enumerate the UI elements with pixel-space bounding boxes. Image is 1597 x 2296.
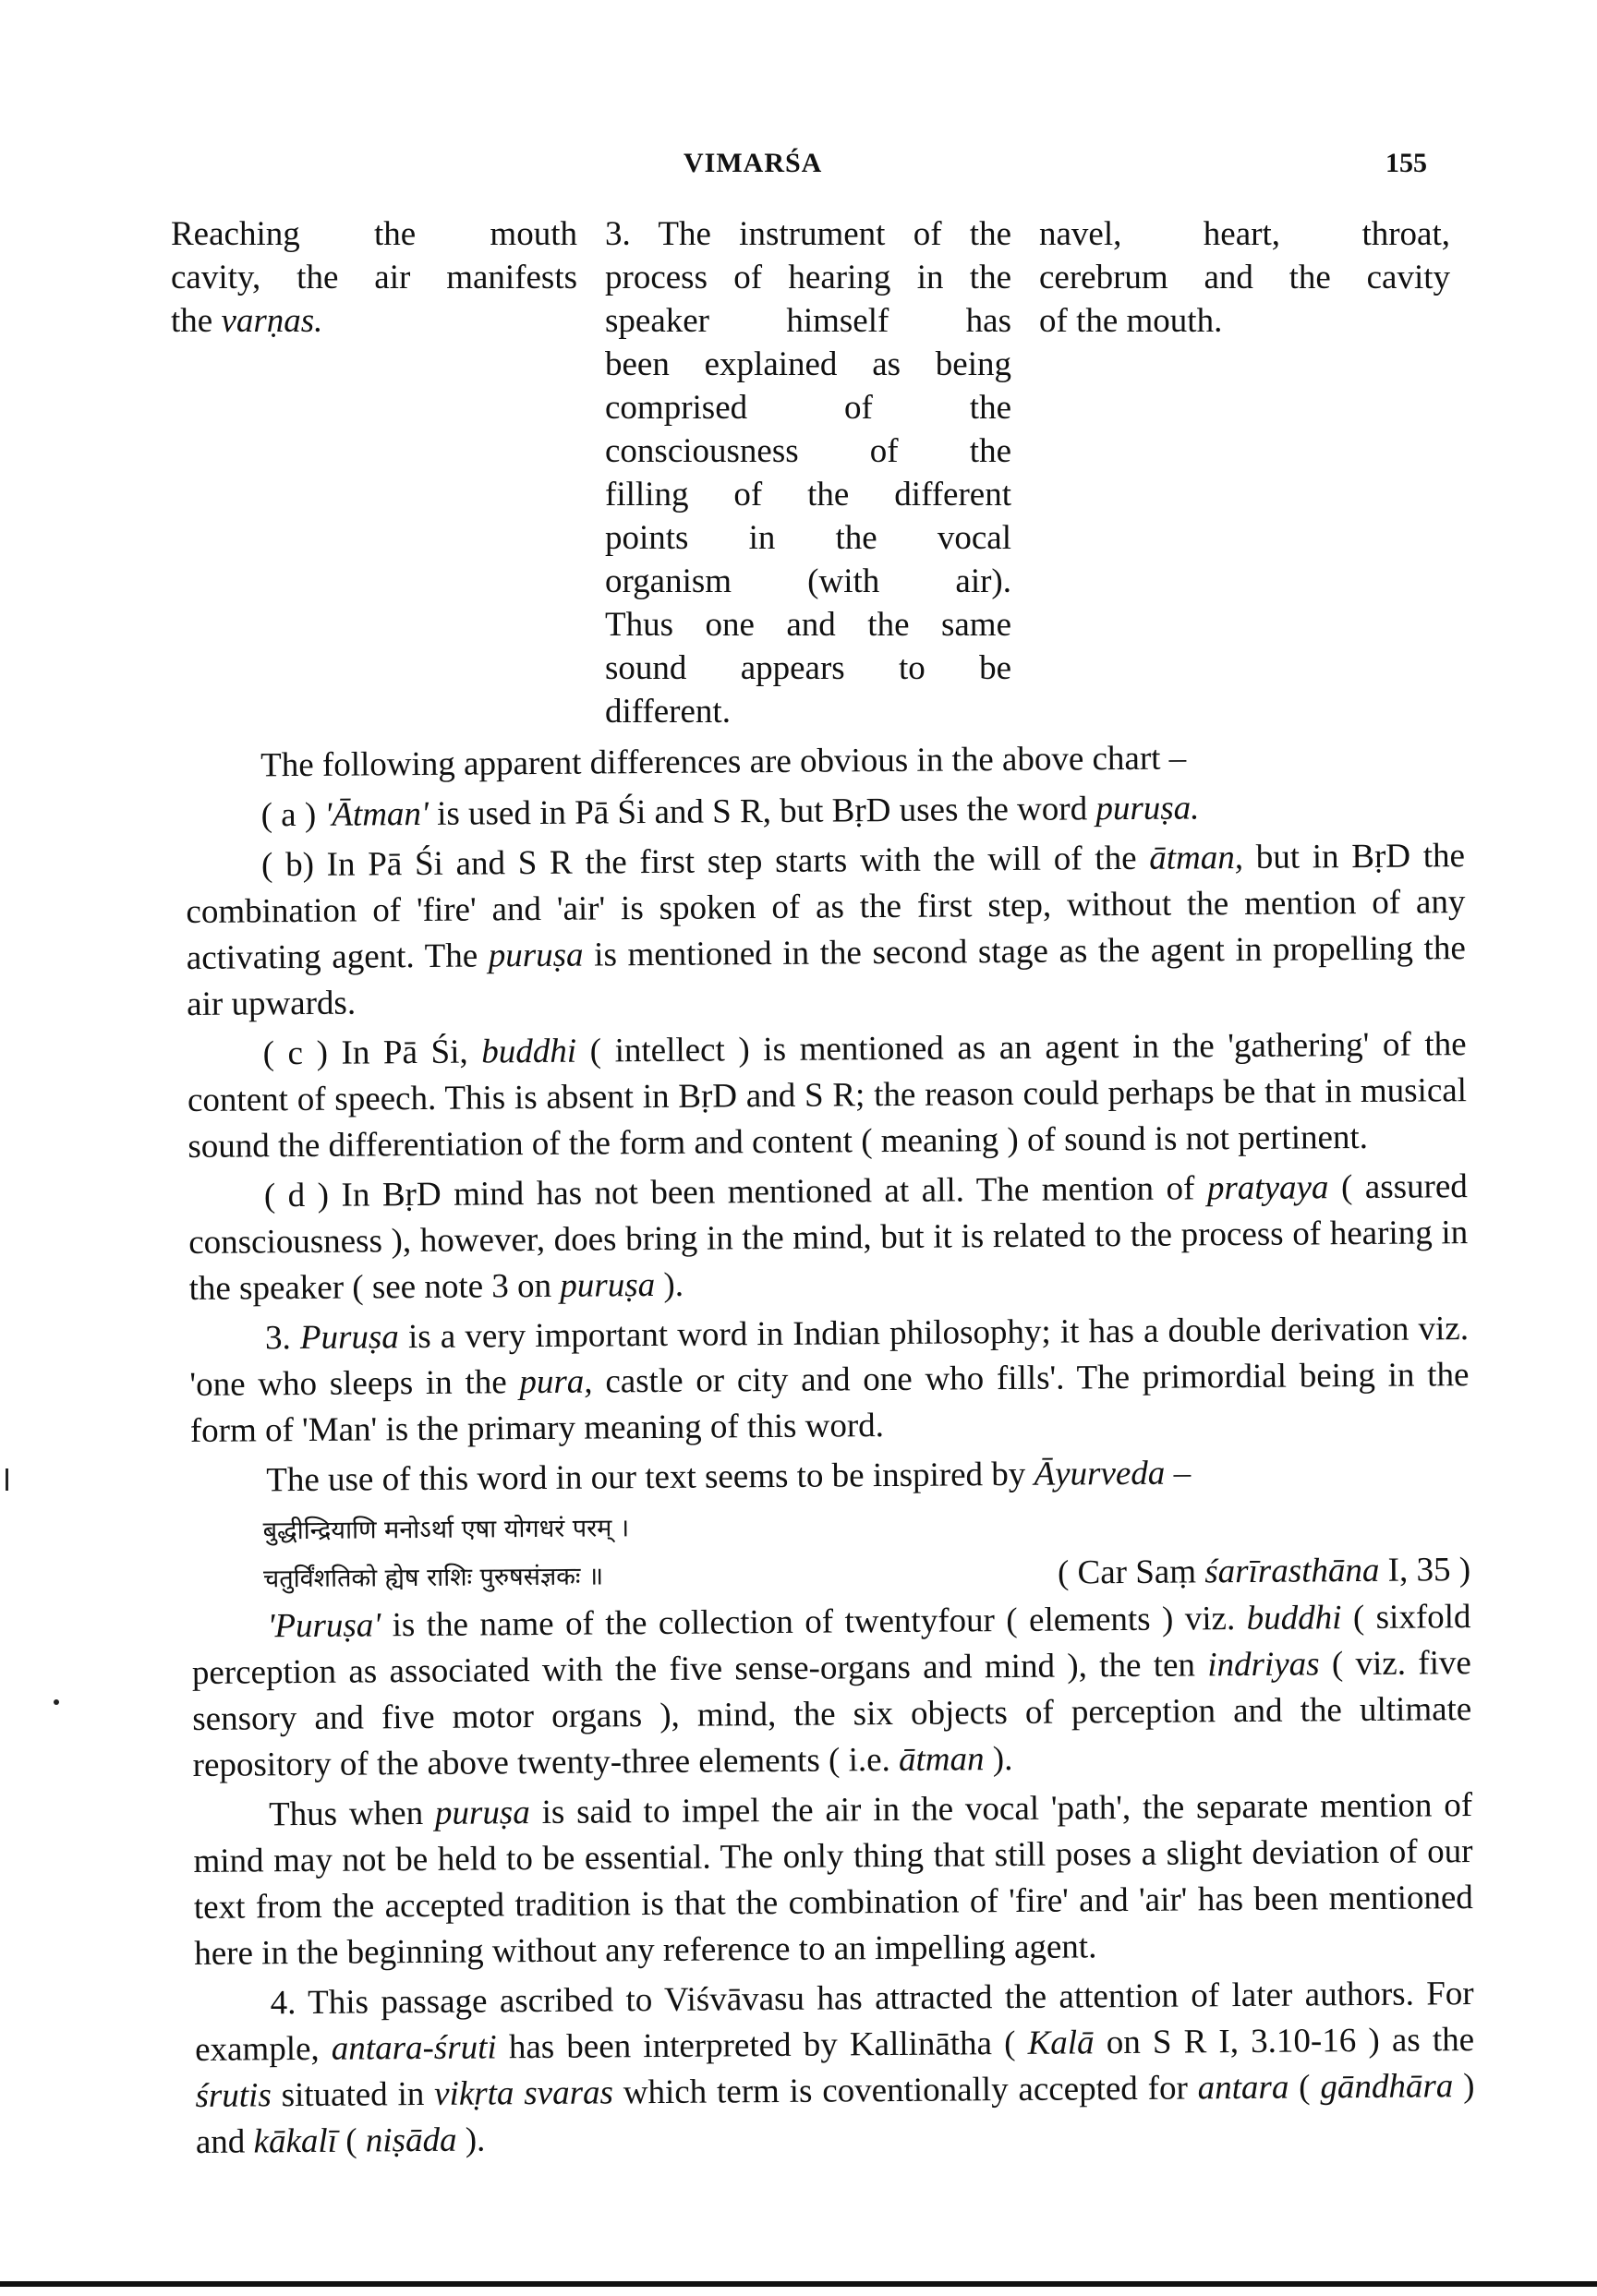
margin-dot bbox=[54, 1699, 59, 1705]
page-number: 155 bbox=[1385, 148, 1427, 178]
verse-line: बुद्धीन्द्रियाणि मनोऽर्था एषा योगधरं परम् । bbox=[262, 1514, 630, 1546]
paragraph: ( b) In Pā Śi and S R the first step starts with the will of the ātman, but in BṛD the combination of 'fire' and 'air' is spoken of as the first step, without the mention of any activating agent. The puruṣa is mentioned in the second stage as the agent in propelling the air upwards. bbox=[186, 837, 1466, 1023]
paragraph: ( a ) 'Ātman' is used in Pā Śi and S R, but BṛD uses the word puruṣa. bbox=[260, 789, 1200, 835]
paragraph: 4. This passage ascribed to Viśvāvasu has attracted the attention of later authors. For example, antara-śruti has been interpreted by Kallinātha ( Kalā on S R I, 3.10-16 ) as the śrutis situated in vikṛta svaras which term is coventionally accepted for antara ( gāndhāra ) and kākalī ( niṣāda ). bbox=[194, 1975, 1475, 2161]
column-line: Reaching the mouth bbox=[171, 215, 577, 253]
column-line: been explained as being bbox=[605, 345, 1011, 383]
column-line: organism (with air). bbox=[605, 562, 1011, 600]
column-line: different. bbox=[605, 693, 731, 731]
paragraph: ( c ) In Pā Śi, buddhi ( intellect ) is mentioned as an agent in the 'gathering' of the content of speech. This is absent in BṛD and S R; the reason could perhaps be that in musical sound the differentiation of the form and content ( meaning ) of sound is not pertinent. bbox=[187, 1025, 1468, 1166]
margin-mark bbox=[6, 1468, 8, 1491]
body-text bbox=[185, 733, 1475, 2169]
column-line: the varṇas. bbox=[171, 302, 323, 340]
paragraph: 'Puruṣa' is the name of the collection of twentyfour ( elements ) viz. buddhi ( sixfold perception as associated with the five sense-organs and mind ), the ten indriyas ( viz. five sensory and five motor organs ), mind, the six objects of perception and the ultimate repository of the above twenty-three elements ( i.e. ātman ). bbox=[191, 1598, 1472, 1784]
citation: ( Car Saṃ śarīrasthāna I, 35 ) bbox=[1057, 1551, 1471, 1592]
paragraph: 3. Puruṣa is a very important word in Indian philosophy; it has a double derivation viz. 'one who sleeps in the pura, castle or city and one who fills'. The primordial being in the form of 'Man' is the primary meaning of this word. bbox=[189, 1310, 1470, 1450]
paragraph: The following apparent differences are obvious in the above chart – bbox=[260, 739, 1187, 785]
paragraph: ( d ) In BṛD mind has not been mentioned at all. The mention of pratyaya ( assured consciousness ), however, does bring in the mind, but it is related to the process of hearing in the speaker ( see note 3 on puruṣa ). bbox=[188, 1167, 1469, 1308]
column-line: cerebrum and the cavity bbox=[1039, 259, 1450, 296]
column-line: filling of the different bbox=[605, 476, 1011, 514]
chart-column-3 bbox=[1039, 212, 1450, 343]
column-line: points in the vocal bbox=[605, 519, 1011, 557]
column-line: Thus one and the same bbox=[605, 606, 1011, 644]
column-line: navel, heart, throat, bbox=[1039, 215, 1450, 253]
column-line: sound appears to be bbox=[605, 649, 1011, 687]
column-line: of the mouth. bbox=[1039, 302, 1223, 340]
column-line: comprised of the bbox=[605, 389, 1011, 427]
paragraph: Thus when puruṣa is said to impel the air in the vocal 'path', the separate mention of mind may not be held to be essential. The only thing that still poses a slight deviation of our text from the accepted tradition is that the combination of 'fire' and 'air' has been mentioned here in the beginning without any reference to an impelling agent. bbox=[193, 1786, 1474, 1973]
column-line: 3. The instrument of the bbox=[605, 215, 1011, 253]
paragraph: The use of this word in our text seems to be inspired by Āyurveda – bbox=[266, 1454, 1192, 1500]
sanskrit-verse bbox=[191, 1498, 1471, 1604]
running-title: VIMARŚA bbox=[684, 148, 823, 178]
bottom-rule bbox=[0, 2281, 1597, 2287]
verse-line: चतुर्विंशतिको ह्येष राशिः पुरुषसंज्ञकः ॥ ( Car Saṃ śarīrasthāna I, 35 ) bbox=[263, 1546, 1470, 1603]
column-line: cavity, the air manifests bbox=[171, 259, 577, 296]
chart-column-2 bbox=[605, 212, 1011, 733]
column-line: process of hearing in the bbox=[605, 259, 1011, 296]
chart-column-1 bbox=[171, 212, 577, 343]
column-line: speaker himself has bbox=[605, 302, 1011, 340]
column-line: consciousness of the bbox=[605, 432, 1011, 470]
